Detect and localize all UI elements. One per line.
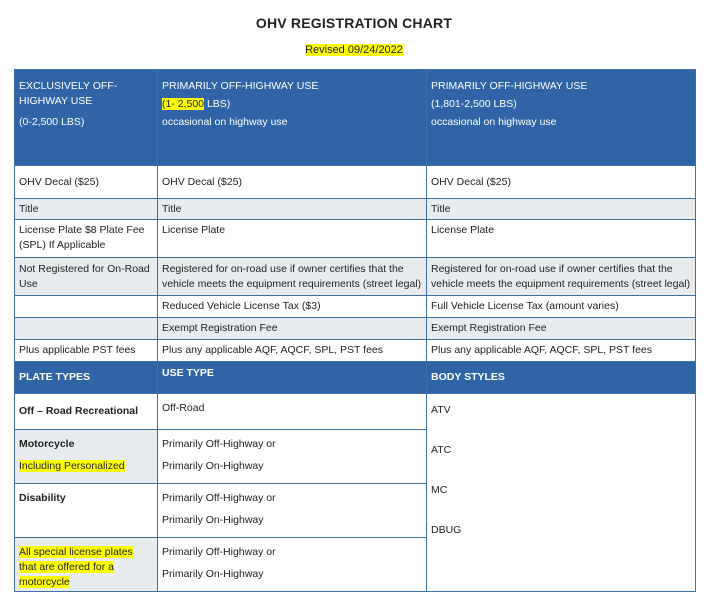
body-style-item: ATV [431, 404, 451, 416]
page-title: OHV REGISTRATION CHART [255, 15, 453, 31]
plate-row [15, 394, 696, 430]
plate-use: Primarily Off-Highway or Primarily On-Highway [158, 484, 427, 538]
body-styles-heading: BODY STYLES [427, 362, 696, 394]
table-row: Title Title Title [15, 199, 696, 220]
plate-name [15, 538, 158, 592]
body-style-item: ATC [431, 444, 452, 456]
plate-note-highlight: Including Personalized [19, 460, 125, 472]
header-primarily-off-highway-2: PRIMARILY OFF-HIGHWAY USE (1,801-2,500 LBS) occasional on highway use [427, 70, 696, 166]
table-row: Not Registered for On-Road Use Registered for on-road use if owner certifies that the vehicle meets the equipment requirements (street legal) Registered for on-road use if owner certifies that the vehicle meets the equipment requirements (street legal) [15, 258, 696, 296]
table-row: Plus applicable PST fees Plus any applicable AQF, AQCF, SPL, PST fees Plus any applicable AQF, AQCF, SPL, PST fees [15, 340, 696, 362]
revised-date-text: Revised 09/24/2022 [305, 44, 403, 56]
weight-range-highlight: (1- 2,500 [162, 98, 205, 110]
plate-name: Disability [15, 484, 158, 538]
plate-name-highlight: All special license plates that are offered for a motorcycle [19, 546, 133, 588]
ohv-registration-table [14, 69, 696, 592]
use-type-heading: USE TYPE [158, 362, 427, 394]
plate-name: Motorcycle Including Personalized [15, 430, 158, 484]
section-header-row [15, 362, 696, 394]
plate-use: Primarily Off-Highway or Primarily On-Highway [158, 430, 427, 484]
plate-types-heading: PLATE TYPES [15, 362, 158, 394]
plate-use: Off-Road [158, 394, 427, 430]
body-style-item: DBUG [431, 524, 462, 536]
table-row: Reduced Vehicle License Tax ($3) Full Vehicle License Tax (amount varies) [15, 296, 696, 318]
header-row [15, 70, 696, 166]
header-exclusively-off-highway: EXCLUSIVELY OFF-HIGHWAY USE (0-2,500 LBS) [15, 70, 158, 166]
table-row: Exempt Registration Fee Exempt Registration Fee [15, 318, 696, 340]
plate-use: Primarily Off-Highway or Primarily On-Highway [158, 538, 427, 592]
table-row: OHV Decal ($25) OHV Decal ($25) OHV Decal ($25) [15, 166, 696, 199]
body-style-item: MC [431, 484, 448, 496]
body-styles-cell [427, 394, 696, 592]
header-primarily-off-highway-1: PRIMARILY OFF-HIGHWAY USE (1- 2,500 LBS) occasional on highway use [158, 70, 427, 166]
revised-date [0, 44, 708, 56]
table-row: License Plate $8 Plate Fee (SPL) If Applicable License Plate License Plate [15, 220, 696, 258]
plate-name: Off – Road Recreational [15, 394, 158, 430]
